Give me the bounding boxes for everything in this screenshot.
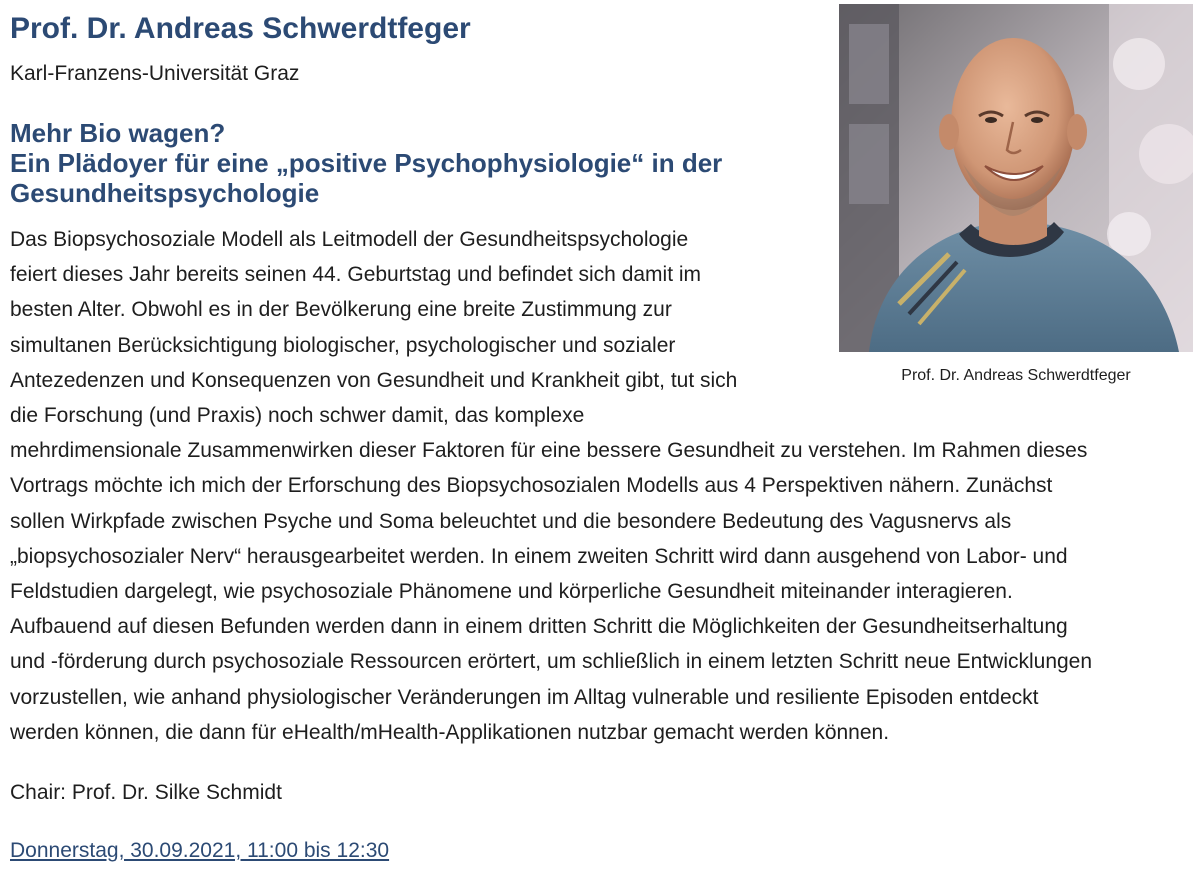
- abstract-line: feiert dieses Jahr bereits seinen 44. Geburtstag und befindet sich damit im: [10, 263, 702, 287]
- abstract-line: Das Biopsychosoziale Modell als Leitmodell der Gesundheitspsychologie: [10, 228, 689, 251]
- talk-title: [10, 118, 790, 208]
- photo-caption: Prof. Dr. Andreas Schwerdtfeger: [901, 367, 1131, 384]
- schedule-date-link[interactable]: Donnerstag, 30.09.2021, 11:00 bis 12:30: [10, 839, 390, 862]
- abstract-line: vorzustellen, wie anhand physiologischer Veränderungen im Alltag vulnerable und resiliente Episoden entdeckt: [10, 685, 1039, 709]
- talk-title-line: Ein Plädoyer für eine „positive Psychophysiologie“ in der: [10, 148, 723, 178]
- abstract-line: Antezedenzen und Konsequenzen von Gesundheit und Krankheit gibt, tut sich: [10, 368, 738, 392]
- abstract-line: sollen Wirkpfade zwischen Psyche und Soma beleuchtet und die besondere Bedeutung des Vagusnervs als: [10, 509, 1012, 533]
- abstract-line: Aufbauend auf diesen Befunden werden dann in einem dritten Schritt die Möglichkeiten der Gesundheitserhaltung: [10, 615, 1068, 639]
- abstract-line: Vortrags möchte ich mich der Erforschung des Biopsychosozialen Modells aus 4 Perspektiven nähern. Zunächst: [10, 474, 1053, 498]
- talk-title-line: Mehr Bio wagen?: [10, 118, 226, 148]
- speaker-name: Prof. Dr. Andreas Schwerdtfeger: [10, 12, 471, 45]
- talk-title-line: Gesundheitspsychologie: [10, 178, 320, 208]
- abstract-line: Feldstudien dargelegt, wie psychosoziale Phänomene und körperliche Gesundheit miteinander interagieren.: [10, 580, 1013, 604]
- abstract-line: und -förderung durch psychosoziale Ressourcen erörtert, um schließlich in einem letzten Schritt neue Entwicklungen: [10, 650, 1093, 674]
- speaker-affiliation: Karl-Franzens-Universität Graz: [10, 62, 300, 85]
- talk-abstract: [10, 222, 1195, 750]
- abstract-line: besten Alter. Obwohl es in der Bevölkerung eine breite Zustimmung zur: [10, 298, 672, 322]
- session-chair: Chair: Prof. Dr. Silke Schmidt: [10, 781, 282, 804]
- abstract-line: werden können, die dann für eHealth/mHealth-Applikationen nutzbar gemacht werden können.: [10, 720, 890, 744]
- abstract-line: mehrdimensionale Zusammenwirken dieser Faktoren für eine bessere Gesundheit zu verstehen. Im Rahmen dieses: [10, 439, 1088, 463]
- abstract-line: die Forschung (und Praxis) noch schwer damit, das komplexe: [10, 404, 585, 428]
- abstract-line: simultanen Berücksichtigung biologischer, psychologischer und sozialer: [10, 333, 676, 357]
- abstract-line: „biopsychosozialer Nerv“ herausgearbeitet werden. In einem zweiten Schritt wird dann ausgehend von Labor- und: [10, 544, 1068, 568]
